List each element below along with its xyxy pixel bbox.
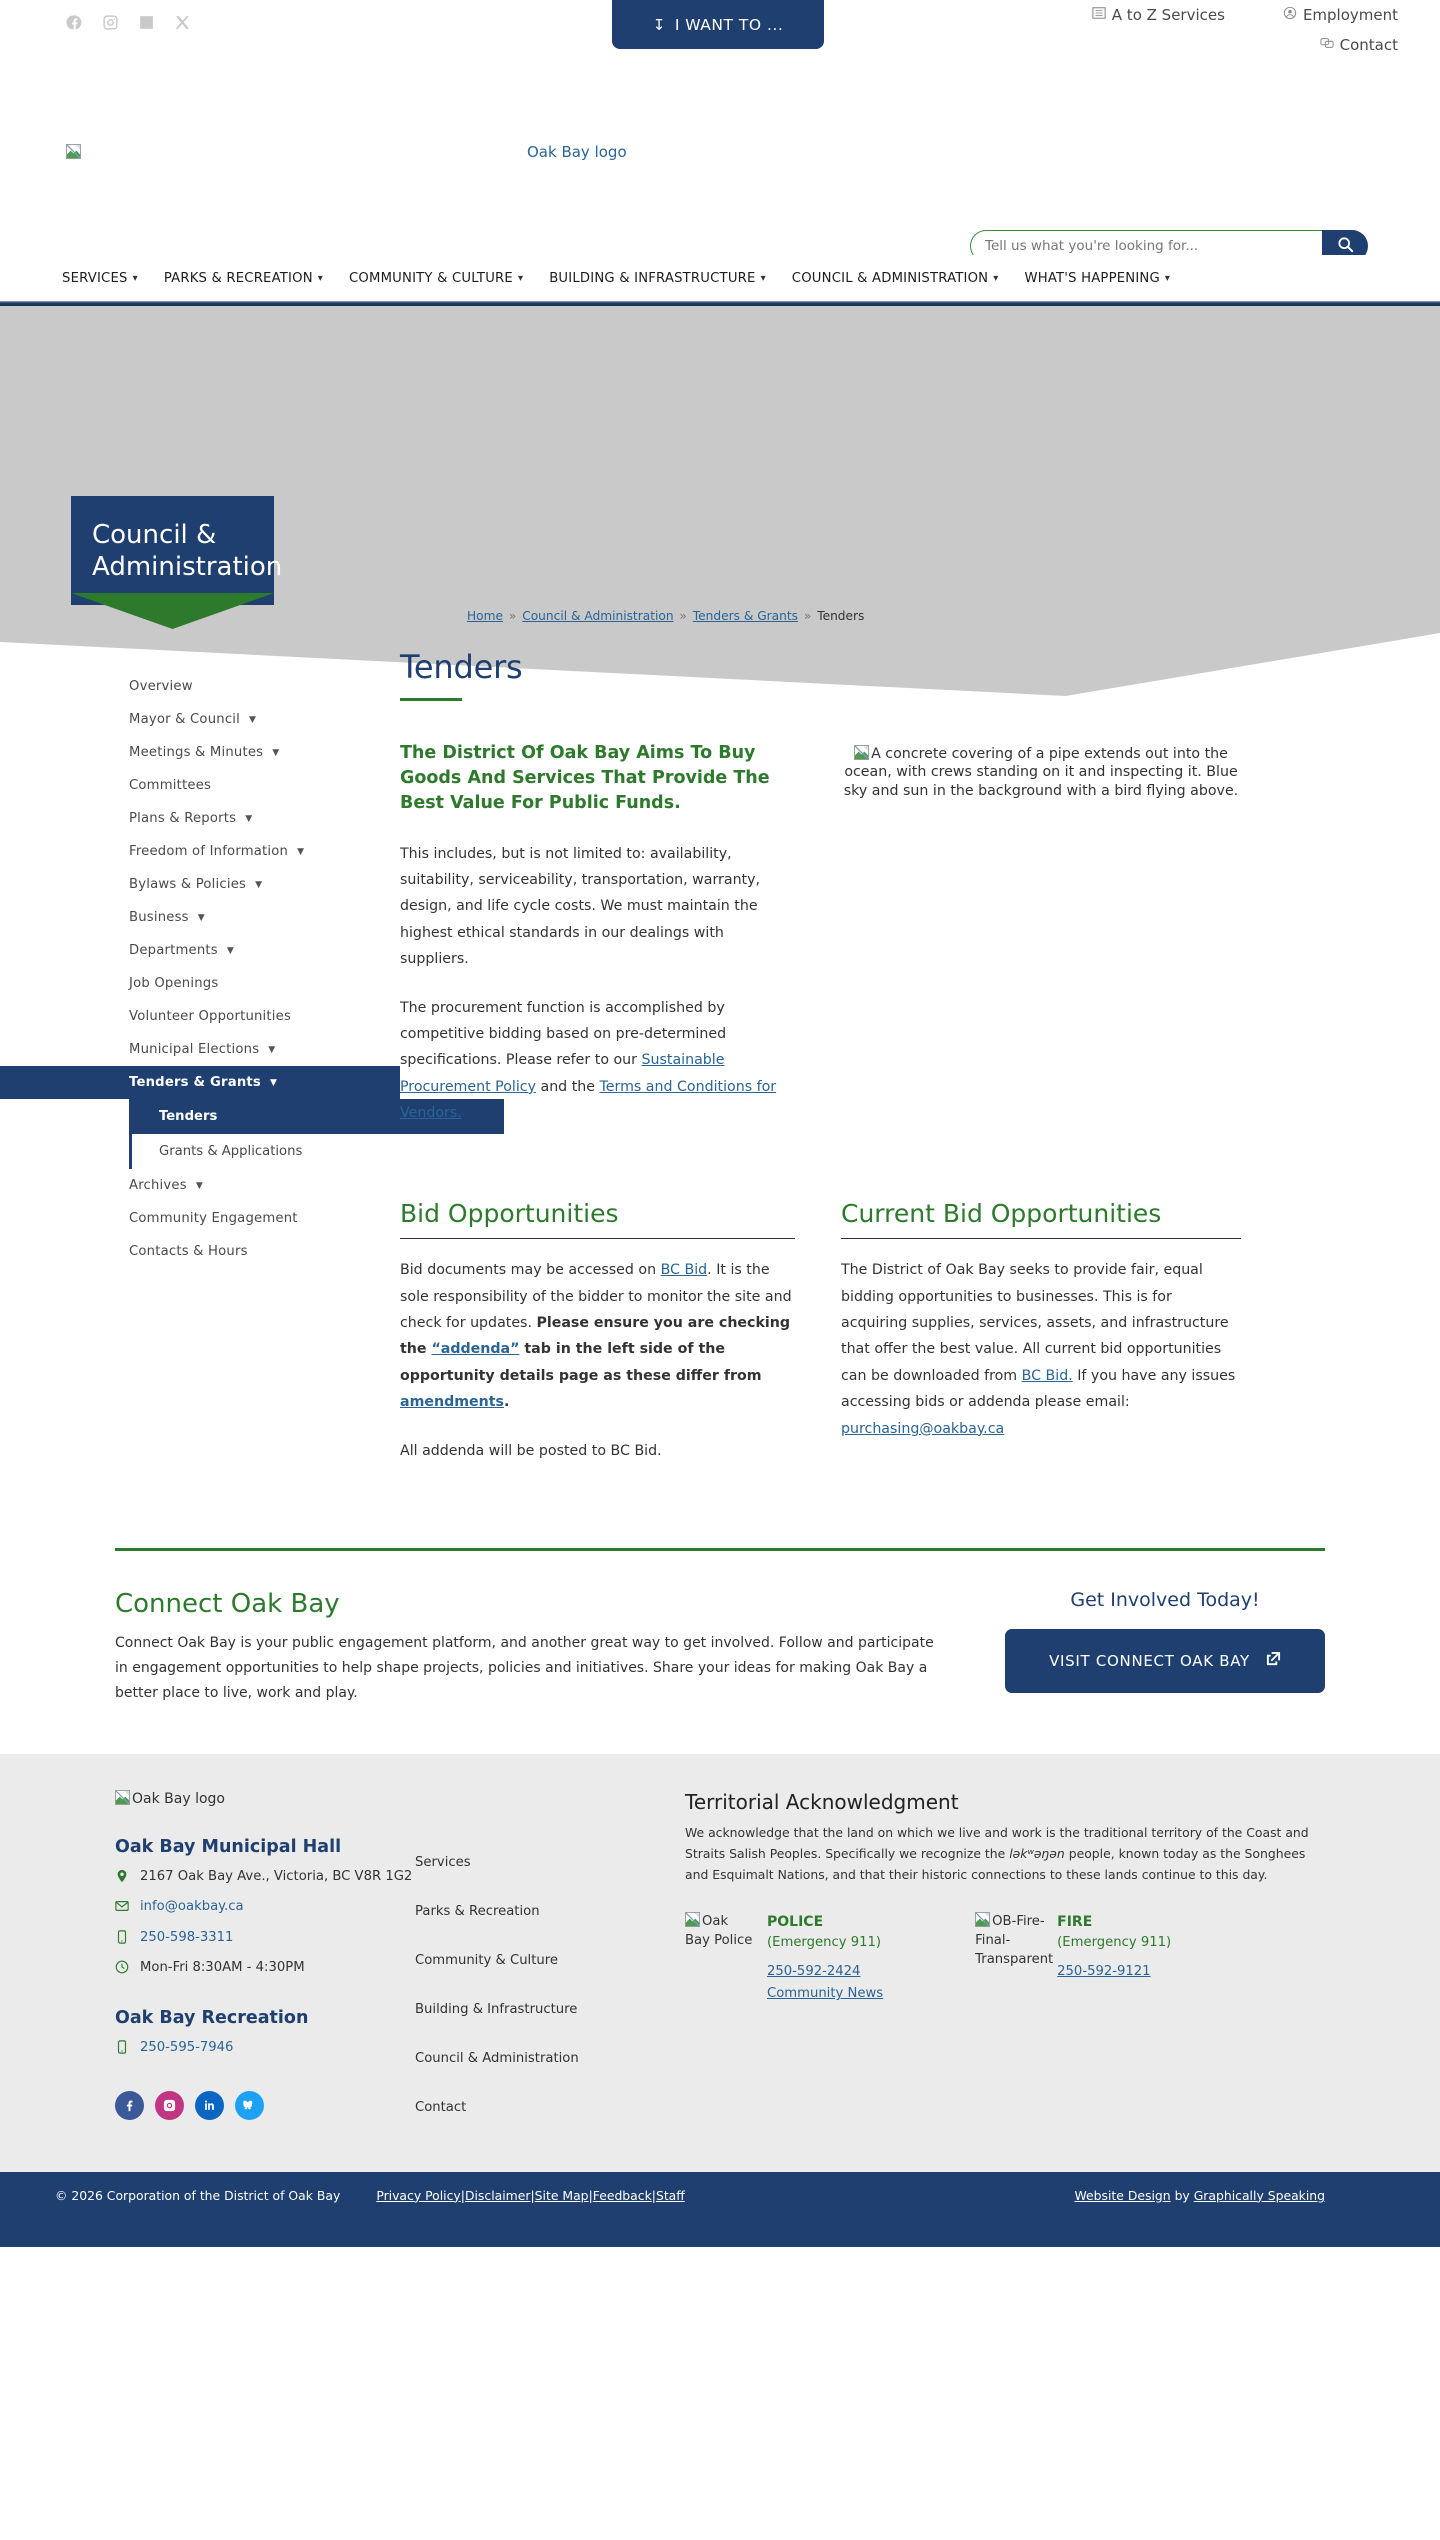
map-pin-icon [115,1867,130,1890]
chat-icon [1320,36,1334,54]
page-content [0,606,1440,1754]
page-title: Tenders [400,648,523,686]
sidebar-item-label: Mayor & Council [129,712,240,727]
footer-address: 2167 Oak Bay Ave., Victoria, BC V8R 1G2 [140,1868,413,1884]
bid-p1-bold-a: Please ensure you are checking the [400,1314,791,1358]
header-social-links [66,14,191,31]
police-info [767,1912,883,2004]
terms-conditions-vendors-link[interactable]: Terms and Conditions for Vendors. [400,1078,777,1122]
fire-title: FIRE [1057,1913,1093,1930]
nav-community-culture[interactable] [349,271,523,286]
cta-label: VISIT CONNECT OAK BAY [1049,1651,1250,1670]
sidebar-item-job-openings[interactable] [115,967,400,1000]
sidebar-item-label: Bylaws & Policies [129,877,247,892]
breadcrumb [467,609,864,623]
sidebar-item-meetings-minutes[interactable] [115,736,400,769]
chevron-down-icon: ▼ [197,912,205,923]
fire-info [1057,1912,1171,2004]
list-icon [1092,6,1106,24]
sustainable-procurement-policy-link[interactable]: Sustainable Procurement Policy [400,1052,725,1095]
section-sidebar-navigation [0,648,400,1486]
footer-address-line [115,1867,415,1890]
footer-email-line [115,1897,415,1920]
nav-services[interactable] [62,271,138,286]
sidebar-subitem-label: Tenders [159,1109,218,1124]
broken-image-icon [66,144,81,159]
emergency-services-row [685,1912,1325,2004]
envelope-icon [115,1897,130,1920]
footer-nav-services[interactable]: Services [415,1854,471,1870]
intro-image-column [841,741,1241,1149]
section-divider [841,1238,1241,1239]
breadcrumb-tenders-grants[interactable]: Tenders & Grants [692,609,798,623]
nav-parks-recreation-label: PARKS & RECREATION [163,270,313,286]
sidebar-item-label: Meetings & Minutes [129,745,264,760]
get-involved-label: Get Involved Today! [1070,1588,1260,1611]
i-want-to-button[interactable] [612,0,824,49]
bid-p1-b: . It is the sole responsibility of the bidder to monitor the site and check for updates. [400,1262,792,1331]
credit-by-text: by [1170,2187,1194,2203]
footer-recreation-title: Oak Bay Recreation [115,2007,309,2028]
contact-label: Contact [1339,36,1398,54]
chevron-down-icon: ▼ [249,714,257,725]
sidebar-item-label: Archives [129,1178,187,1193]
tenders-broken-image [841,741,1241,800]
chevron-down-icon: ▼ [268,1044,276,1055]
current-p1-a: The District of Oak Bay seeks to provide fair, equal bidding opportunities to businesses. This is for acquiring supplies, services, assets, and infrastructure that offer the best value. All current bid opportunities can be downloaded from [841,1262,1229,1384]
page-section-title: Council & Administration [71,496,274,605]
site-footer [0,1754,1440,2172]
sidebar-item-label: Plans & Reports [129,811,237,826]
footer-hours-line [115,1958,415,1981]
sidebar-item-label: Community Engagement [129,1211,298,1226]
connect-oak-bay-section [115,1548,1325,1754]
footer-nav-community-culture[interactable]: Community & Culture [415,1952,558,1968]
privacy-policy-link[interactable]: Privacy Policy [376,2187,461,2203]
section-divider [400,1238,795,1239]
breadcrumb-council-administration[interactable]: Council & Administration [522,609,674,623]
bluesky-icon[interactable] [235,2091,264,2120]
sidebar-item-community-engagement[interactable] [115,1202,400,1235]
external-link-icon [1266,1650,1281,1673]
chevron-down-icon: ▼ [269,1077,278,1088]
clock-icon [115,1958,130,1981]
territorial-acknowledgment-text [685,1822,1325,1886]
sidebar-item-bylaws-policies[interactable] [115,868,400,901]
chevron-down-icon: ▾ [993,272,999,284]
intro-p2-text-b: and the [535,1078,600,1095]
footer-nav-contact[interactable]: Contact [415,2099,467,2115]
bc-bid-download-link[interactable]: BC Bid. [1021,1367,1073,1384]
fire-image-alt-text: OB-Fire-Final-Transparent [975,1913,1054,1967]
logo-row [0,75,1440,255]
breadcrumb-separator: » [803,609,812,623]
nav-council-administration[interactable] [792,271,999,286]
bid-opportunities-section [400,1199,795,1486]
chevron-down-icon: ▼ [255,879,263,890]
facebook-icon[interactable] [66,14,83,31]
instagram-icon[interactable] [155,2091,184,2120]
nav-building-infrastructure-label: BUILDING & INFRASTRUCTURE [549,270,756,286]
footer-logo-broken-image [115,1790,415,1807]
fire-block [975,1912,1171,2004]
visit-connect-oak-bay-button[interactable] [1005,1629,1325,1694]
opportunities-row [400,1199,1342,1486]
sidebar-item-mayor-council[interactable] [115,703,400,736]
intro-text-column [400,741,795,1149]
footer-hall-title: Oak Bay Municipal Hall [115,1836,342,1857]
broken-image-icon [975,1912,990,1927]
linkedin-icon[interactable] [195,2091,224,2120]
footer-social-links [115,2091,415,2120]
nav-building-infrastructure[interactable] [549,271,766,286]
ack-text-a: We acknowledge that the land on which we live and work is the traditional territory of the Coast and Straits Salish Peoples. Specifically we recognize the [685,1824,1309,1862]
intro-row [400,741,1342,1149]
police-broken-image [685,1912,757,2004]
footer-contact-column [115,1790,415,2132]
chevron-down-icon: ▾ [317,272,324,284]
graphically-speaking-link[interactable]: Graphically Speaking [1193,2187,1325,2203]
fire-emergency-note: (Emergency 911) [1057,1934,1172,1950]
breadcrumb-separator: » [679,609,687,623]
police-block [685,1912,883,2004]
intro-paragraph-2 [400,995,795,1127]
bid-opportunities-paragraph-1 [400,1257,795,1415]
current-bid-paragraph [841,1257,1241,1442]
disclaimer-link[interactable]: Disclaimer [464,2187,531,2203]
emergency-spacer [883,1912,975,2004]
chevron-down-icon: ▾ [760,272,766,284]
bid-p1-bold-b: tab in the left side of the opportunity details page as these differ from [400,1341,762,1384]
site-map-link[interactable]: Site Map [534,2187,589,2203]
sidebar-item-label: Overview [129,679,193,694]
sidebar-item-plans-reports[interactable] [115,802,400,835]
legal-links: Privacy Policy|Disclaimer|Site Map|Feedback|Staff [376,2187,685,2203]
current-p1-b: If you have any issues accessing bids or addenda please email: [841,1367,1236,1411]
footer-hours: Mon-Fri 8:30AM - 4:30PM [140,1960,305,1976]
footer-recreation-phone-line [115,2038,415,2061]
footer-nav-parks-recreation[interactable]: Parks & Recreation [415,1903,540,1919]
chevron-down-icon: ▾ [517,272,524,284]
chevron-down-icon: ▾ [132,272,138,284]
nav-community-culture-label: COMMUNITY & CULTURE [349,270,513,286]
police-community-news-link[interactable]: Community News [767,1986,884,2002]
chevron-down-icon: ▼ [195,1180,203,1191]
employment-link[interactable] [1283,6,1398,24]
police-emergency-note: (Emergency 911) [767,1934,882,1950]
i-want-to-label: I WANT TO ... [674,15,784,34]
title-underline [400,698,462,701]
contact-link[interactable] [1320,36,1398,54]
amendments-link[interactable]: amendments [400,1394,504,1411]
phone-icon [115,1928,130,1951]
fire-broken-image [975,1912,1054,2004]
bid-p1-bold-c: . [503,1394,510,1411]
bid-opportunities-paragraph-2: All addenda will be posted to BC Bid. [400,1442,662,1459]
feedback-link[interactable]: Feedback [592,2187,652,2203]
site-logo-alt-text: Oak Bay logo [527,143,627,161]
sidebar-subitem-grants-applications[interactable] [132,1134,400,1169]
footer-email-link[interactable]: info@oakbay.ca [140,1899,244,1915]
ack-indigenous-name: ləkʷəŋən [1009,1846,1065,1862]
a-to-z-services-link[interactable] [1092,6,1225,24]
bid-p1-a: Bid documents may be accessed on [400,1262,661,1279]
sidebar-item-label: Departments [129,943,218,958]
staff-link[interactable]: Staff [655,2187,685,2203]
bc-bid-link[interactable]: BC Bid [660,1262,708,1279]
website-design-credit [1075,2188,1326,2203]
intro-p2-text-a: The procurement function is accomplished by competitive bidding based on pre-determined specifications. Please refer to our [400,999,727,1069]
ack-text-b: people, known today as the Songhees and Esquimalt Nations, and that their historic connections to these lands continue to this day. [685,1846,1306,1883]
bid-opportunities-heading: Bid Opportunities [400,1198,619,1228]
connect-body: Connect Oak Bay is your public engagement platform, and another great way to get involved. Follow and participate in engagement opportunities to help shape projects, policies and initiatives. Share your ideas for making Oak Bay a better place to live, work and play. [115,1634,934,1701]
site-logo-broken-image[interactable] [66,143,83,161]
sidebar-item-label: Contacts & Hours [129,1244,248,1259]
instagram-icon[interactable] [102,14,119,31]
broken-image-icon [115,1790,130,1805]
a-to-z-services-label: A to Z Services [1111,6,1225,24]
footer-recreation-phone-link[interactable]: 250-595-7946 [140,2039,234,2055]
sidebar-subitem-label: Grants & Applications [159,1144,303,1159]
breadcrumb-separator: » [508,609,517,623]
facebook-icon[interactable] [115,2091,144,2120]
broken-image-icon [685,1912,700,1927]
sidebar-item-tenders-grants[interactable] [0,1066,400,1099]
nav-whats-happening[interactable] [1025,271,1171,286]
chevron-down-icon: ▼ [245,813,253,824]
down-arrow-icon: ↧ [652,15,666,34]
sidebar-item-business[interactable] [115,901,400,934]
connect-heading: Connect Oak Bay [115,1588,340,1619]
user-circle-icon [1283,6,1297,24]
linkedin-icon[interactable] [138,14,155,31]
copyright-text: © 2026 Corporation of the District of Oak Bay [55,2187,341,2203]
sidebar-item-label: Municipal Elections [129,1042,260,1057]
top-utility-bar [0,0,1440,75]
sidebar-item-overview[interactable] [115,670,400,703]
sidebar-item-archives[interactable] [115,1169,400,1202]
main-content [400,648,1440,1486]
chevron-down-icon: ▾ [1164,272,1171,284]
connect-text [115,1589,1005,1706]
intro-lead-heading: The District Of Oak Bay Aims To Buy Goods And Services That Provide The Best Value For Public Funds. [400,743,770,814]
sidebar-item-label: Tenders & Grants [129,1075,261,1090]
sidebar-item-label: Volunteer Opportunities [129,1009,292,1024]
utility-links [1058,6,1398,54]
police-image-alt-text: Oak Bay Police [685,1913,753,1948]
current-bid-opportunities-heading: Current Bid Opportunities [841,1198,1162,1228]
footer-phone-link[interactable]: 250-598-3311 [140,1929,234,1945]
police-title: POLICE [767,1913,824,1930]
nav-parks-recreation[interactable] [164,271,323,286]
intro-paragraph-1: This includes, but is not limited to: availability, suitability, serviceability, transportation, warranty, design, and life cycle costs. We must maintain the highest ethical standards in our dealings with suppliers. [400,845,761,968]
sidebar-item-volunteer-opportunities[interactable] [115,1000,400,1033]
sidebar-item-label: Business [129,910,189,925]
hero-banner [0,306,1440,606]
breadcrumb-current: Tenders [817,609,865,623]
sidebar-item-label: Job Openings [129,976,219,991]
tenders-image-alt-text: A concrete covering of a pipe extends out into the ocean, with crews standing on it and inspecting it. Blue sky and sun in the background with a bird flying above. [843,746,1239,799]
chevron-down-icon: ▼ [226,945,234,956]
sidebar-item-freedom-of-information[interactable] [115,835,400,868]
broken-image-icon [854,745,869,760]
bottom-bar [0,2172,1440,2247]
sidebar-item-contacts-hours[interactable] [115,1235,400,1268]
footer-acknowledgment-column [685,1790,1325,2132]
sidebar-item-label: Committees [129,778,212,793]
addenda-link[interactable]: “addenda” [431,1341,520,1358]
nav-whats-happening-label: WHAT'S HAPPENING [1024,270,1160,286]
fire-phone-link[interactable]: 250-592-9121 [1057,1964,1151,1980]
sidebar-submenu [129,1099,400,1169]
primary-navigation [0,255,1440,301]
current-bid-opportunities-section [841,1199,1241,1486]
footer-nav-building-infrastructure[interactable]: Building & Infrastructure [415,2001,578,2017]
sidebar-item-municipal-elections[interactable] [115,1033,400,1066]
sidebar-item-label: Freedom of Information [129,844,289,859]
nav-council-administration-label: COUNCIL & ADMINISTRATION [791,270,989,286]
nav-services-label: SERVICES [62,270,128,286]
footer-phone-line [115,1928,415,1951]
search-icon [1337,236,1354,256]
x-twitter-icon[interactable] [174,14,191,31]
breadcrumb-home[interactable]: Home [467,609,503,623]
sidebar-item-departments[interactable] [115,934,400,967]
phone-icon [115,2038,130,2061]
chevron-down-icon: ▼ [297,846,305,857]
website-design-link[interactable]: Website Design [1074,2187,1171,2203]
employment-label: Employment [1302,6,1398,24]
chevron-down-icon: ▼ [272,747,280,758]
police-phone-link[interactable]: 250-592-2424 [767,1964,861,1980]
footer-logo-alt-text: Oak Bay logo [132,1790,225,1807]
footer-recreation-block [115,2008,415,2061]
purchasing-email-link[interactable]: purchasing@oakbay.ca [841,1420,1005,1437]
footer-nav-column [415,1790,685,2132]
footer-nav-council-administration[interactable]: Council & Administration [415,2050,579,2066]
territorial-acknowledgment-heading: Territorial Acknowledgment [685,1789,959,1814]
connect-cta-area [1005,1589,1325,1706]
sidebar-item-committees[interactable] [115,769,400,802]
